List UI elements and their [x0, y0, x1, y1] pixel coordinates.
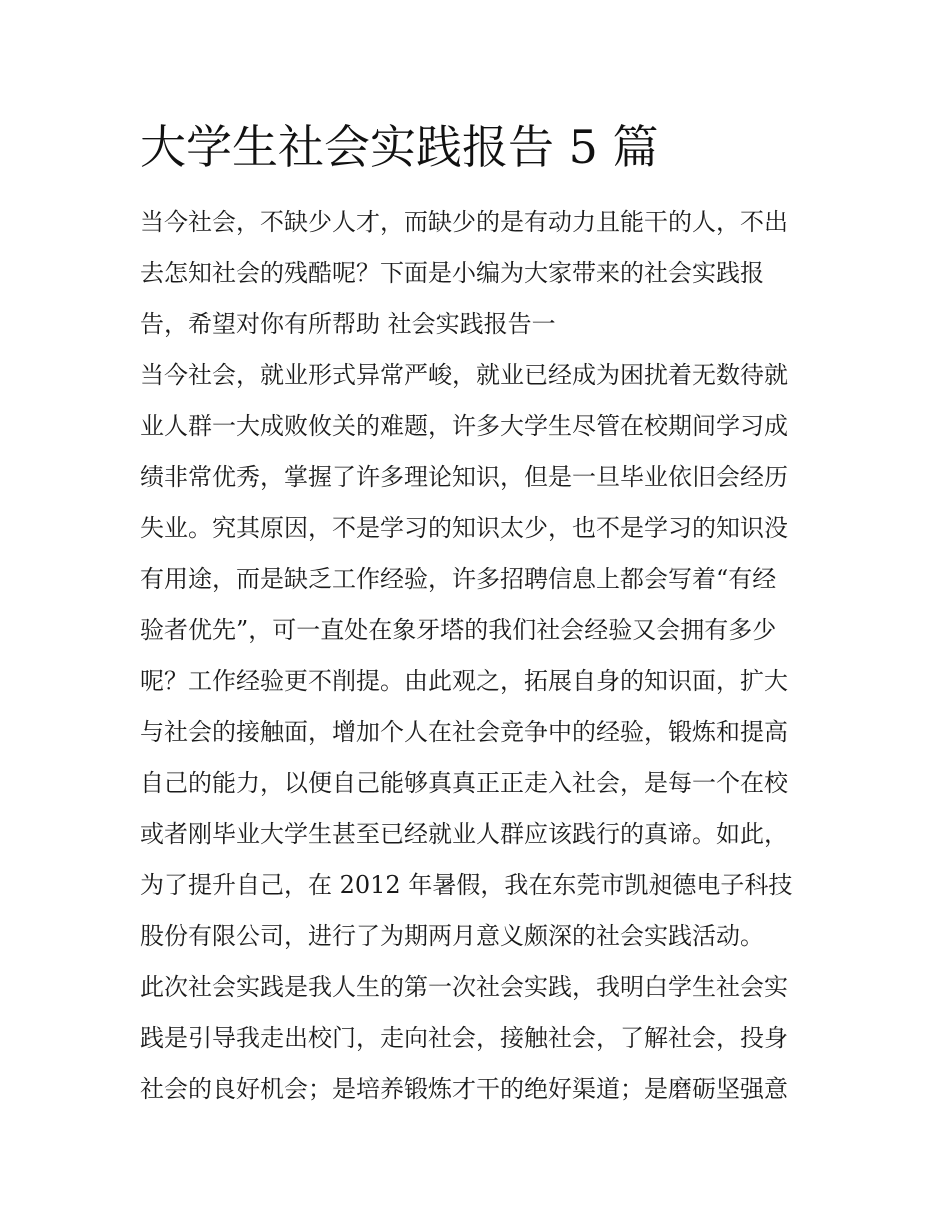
body-line: 社会的良好机会；是培养锻炼才干的绝好渠道；是磨砺坚强意 — [140, 1075, 788, 1103]
document-body — [140, 197, 812, 1115]
body-line: 或者刚毕业大学生甚至已经就业人群应该践行的真谛。如此， — [140, 820, 788, 848]
body-line: 呢？工作经验更不削提。由此观之，拓展自身的知识面，扩大 — [140, 667, 788, 695]
body-line: 当今社会，就业形式异常严峻，就业已经成为困扰着无数待就 — [140, 361, 788, 389]
body-line: 去怎知社会的残酷呢？下面是小编为大家带来的社会实践报 — [140, 259, 764, 287]
body-line: 验者优先”，可一直处在象牙塔的我们社会经验又会拥有多少 — [140, 616, 777, 644]
body-line: 有用途，而是缺乏工作经验，许多招聘信息上都会写着“有经 — [140, 565, 777, 593]
body-line: 此次社会实践是我人生的第一次社会实践，我明白学生社会实 — [140, 973, 788, 1001]
body-line: 失业。究其原因，不是学习的知识太少，也不是学习的知识没 — [140, 514, 788, 542]
body-line: 告，希望对你有所帮助 社会实践报告一 — [140, 310, 556, 338]
body-line: 股份有限公司，进行了为期两月意义颇深的社会实践活动。 — [140, 922, 764, 950]
body-line: 绩非常优秀，掌握了许多理论知识，但是一旦毕业依旧会经历 — [140, 463, 788, 491]
body-line: 践是引导我走出校门，走向社会，接触社会，了解社会，投身 — [140, 1024, 788, 1052]
body-line: 业人群一大成败攸关的难题，许多大学生尽管在校期间学习成 — [140, 412, 788, 440]
body-line: 当今社会，不缺少人才，而缺少的是有动力且能干的人，不出 — [140, 208, 788, 236]
document-title: 大学生社会实践报告 5 篇 — [140, 120, 659, 174]
body-line: 与社会的接触面，增加个人在社会竞争中的经验，锻炼和提高 — [140, 718, 788, 746]
body-line: 为了提升自己，在 2012 年暑假，我在东莞市凯昶德电子科技 — [140, 871, 793, 899]
body-line: 自己的能力，以便自己能够真真正正走入社会，是每一个在校 — [140, 769, 788, 797]
